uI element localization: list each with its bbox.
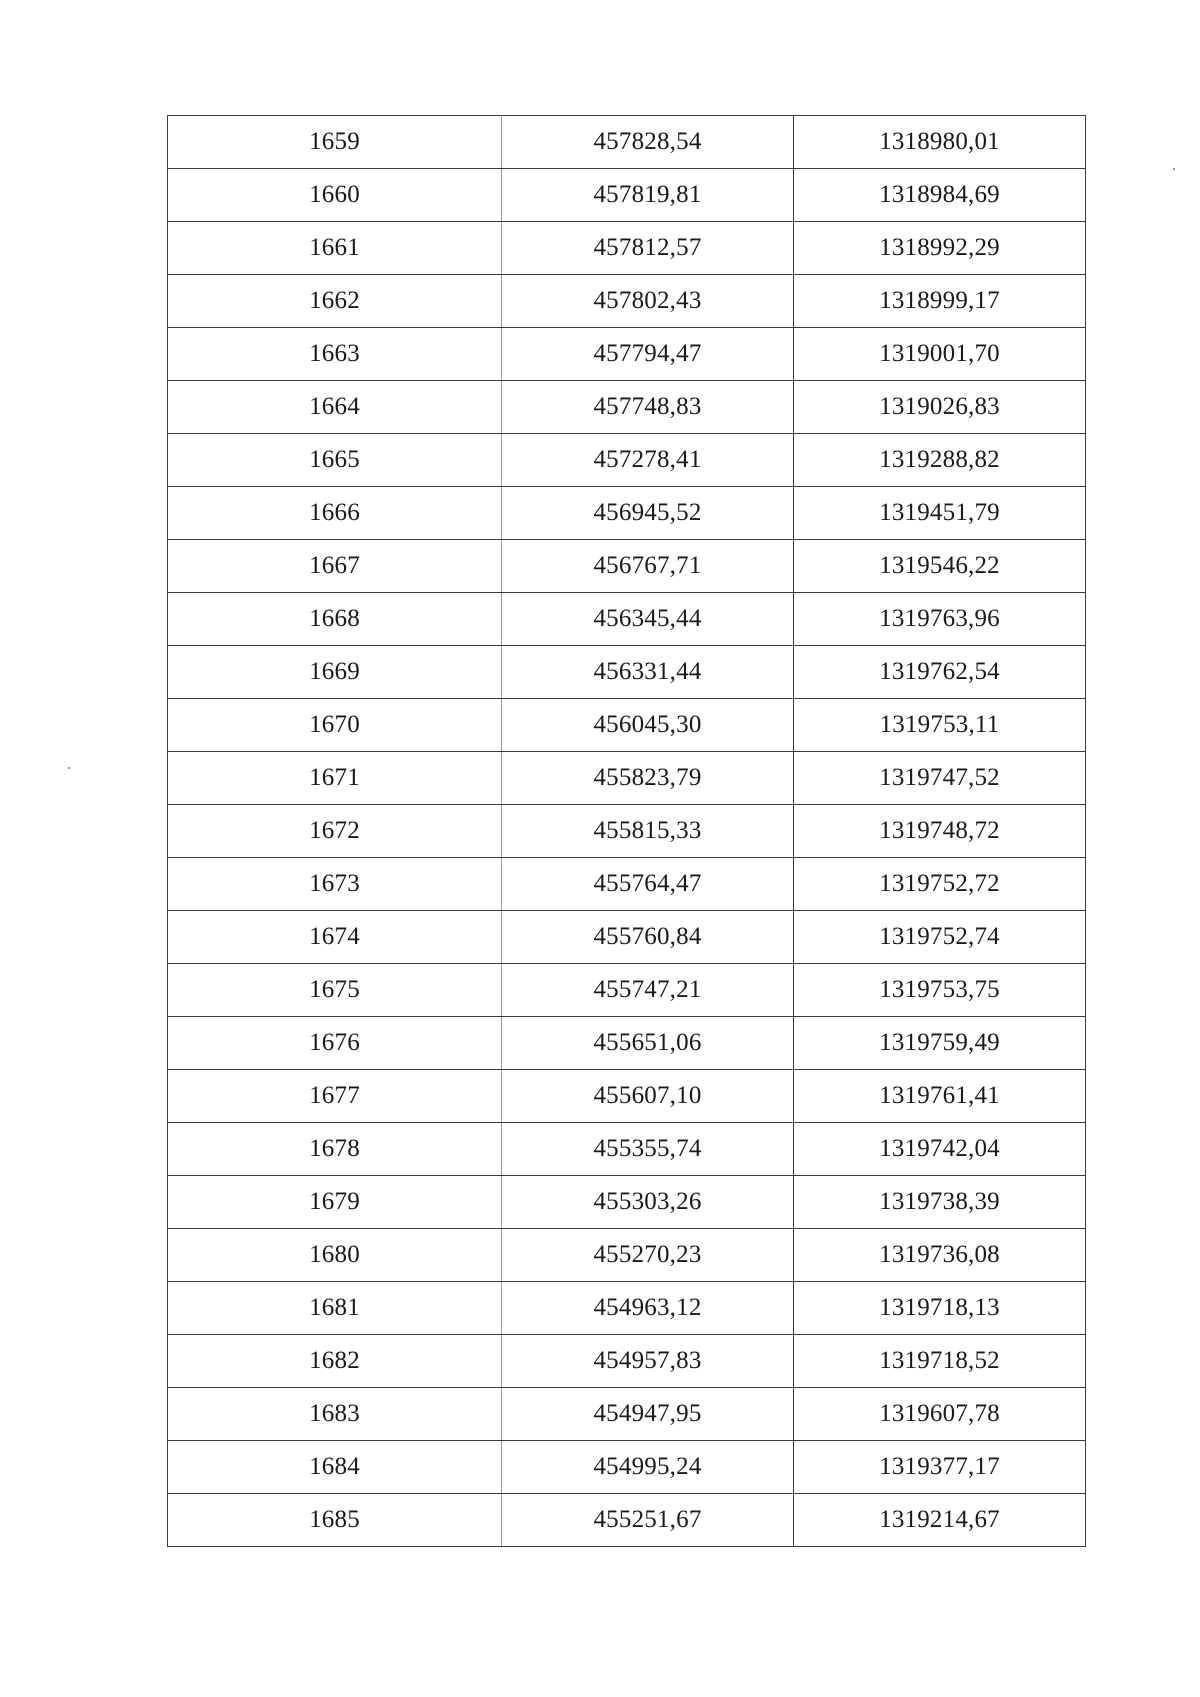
coordinate-y: 1318980,01	[794, 116, 1086, 169]
coordinate-x: 454995,24	[502, 1441, 794, 1494]
point-number: 1661	[168, 222, 502, 275]
coordinate-y: 1319738,39	[794, 1176, 1086, 1229]
point-number: 1665	[168, 434, 502, 487]
table-row	[168, 434, 1086, 487]
table-row	[168, 593, 1086, 646]
point-number: 1672	[168, 805, 502, 858]
coordinate-x: 455747,21	[502, 964, 794, 1017]
scan-speck	[68, 767, 70, 769]
coordinate-x: 455651,06	[502, 1017, 794, 1070]
table-row	[168, 540, 1086, 593]
table-row	[168, 699, 1086, 752]
table-row	[168, 1335, 1086, 1388]
coordinates-table	[167, 115, 1086, 1547]
coordinate-y: 1319718,13	[794, 1282, 1086, 1335]
point-number: 1663	[168, 328, 502, 381]
coordinate-x: 455270,23	[502, 1229, 794, 1282]
coordinate-x: 456331,44	[502, 646, 794, 699]
coordinate-y: 1319001,70	[794, 328, 1086, 381]
coordinate-y: 1319288,82	[794, 434, 1086, 487]
coordinate-x: 455607,10	[502, 1070, 794, 1123]
coordinate-x: 455303,26	[502, 1176, 794, 1229]
point-number: 1670	[168, 699, 502, 752]
coordinate-x: 456945,52	[502, 487, 794, 540]
point-number: 1682	[168, 1335, 502, 1388]
coordinate-y: 1319546,22	[794, 540, 1086, 593]
coordinate-y: 1319026,83	[794, 381, 1086, 434]
point-number: 1659	[168, 116, 502, 169]
coordinate-y: 1319718,52	[794, 1335, 1086, 1388]
coordinate-x: 456045,30	[502, 699, 794, 752]
coordinate-y: 1319736,08	[794, 1229, 1086, 1282]
coordinate-y: 1318992,29	[794, 222, 1086, 275]
coordinate-y: 1319753,11	[794, 699, 1086, 752]
point-number: 1678	[168, 1123, 502, 1176]
table-row	[168, 328, 1086, 381]
coordinate-y: 1319753,75	[794, 964, 1086, 1017]
point-number: 1666	[168, 487, 502, 540]
point-number: 1664	[168, 381, 502, 434]
coordinate-x: 455760,84	[502, 911, 794, 964]
coordinate-y: 1319742,04	[794, 1123, 1086, 1176]
coordinate-y: 1318984,69	[794, 169, 1086, 222]
coordinate-x: 457828,54	[502, 116, 794, 169]
table-row	[168, 116, 1086, 169]
point-number: 1674	[168, 911, 502, 964]
coordinate-x: 457794,47	[502, 328, 794, 381]
table-row	[168, 381, 1086, 434]
coordinate-x: 454963,12	[502, 1282, 794, 1335]
table-row	[168, 222, 1086, 275]
point-number: 1684	[168, 1441, 502, 1494]
coordinate-x: 455251,67	[502, 1494, 794, 1547]
point-number: 1675	[168, 964, 502, 1017]
point-number: 1679	[168, 1176, 502, 1229]
coordinate-y: 1319752,74	[794, 911, 1086, 964]
coordinate-x: 457748,83	[502, 381, 794, 434]
coordinate-y: 1319607,78	[794, 1388, 1086, 1441]
coordinate-y: 1319763,96	[794, 593, 1086, 646]
table-row	[168, 1229, 1086, 1282]
table-row	[168, 911, 1086, 964]
coordinate-x: 457278,41	[502, 434, 794, 487]
table-row	[168, 1282, 1086, 1335]
table-row	[168, 1441, 1086, 1494]
point-number: 1685	[168, 1494, 502, 1547]
coordinate-x: 457819,81	[502, 169, 794, 222]
point-number: 1667	[168, 540, 502, 593]
table-row	[168, 1494, 1086, 1547]
point-number: 1683	[168, 1388, 502, 1441]
coordinate-x: 456767,71	[502, 540, 794, 593]
point-number: 1662	[168, 275, 502, 328]
point-number: 1673	[168, 858, 502, 911]
coordinate-x: 455355,74	[502, 1123, 794, 1176]
point-number: 1680	[168, 1229, 502, 1282]
coordinate-y: 1319214,67	[794, 1494, 1086, 1547]
coordinate-x: 454947,95	[502, 1388, 794, 1441]
point-number: 1677	[168, 1070, 502, 1123]
coordinate-y: 1319377,17	[794, 1441, 1086, 1494]
table-row	[168, 487, 1086, 540]
table-row	[168, 1017, 1086, 1070]
point-number: 1681	[168, 1282, 502, 1335]
coordinate-y: 1319748,72	[794, 805, 1086, 858]
coordinate-y: 1318999,17	[794, 275, 1086, 328]
coordinate-y: 1319761,41	[794, 1070, 1086, 1123]
coordinates-table-body	[168, 116, 1086, 1547]
coordinate-y: 1319762,54	[794, 646, 1086, 699]
table-row	[168, 1070, 1086, 1123]
table-row	[168, 1123, 1086, 1176]
point-number: 1668	[168, 593, 502, 646]
coordinate-x: 457802,43	[502, 275, 794, 328]
point-number: 1660	[168, 169, 502, 222]
table-row	[168, 805, 1086, 858]
coordinate-y: 1319451,79	[794, 487, 1086, 540]
table-row	[168, 275, 1086, 328]
point-number: 1671	[168, 752, 502, 805]
table-row	[168, 1176, 1086, 1229]
coordinate-x: 457812,57	[502, 222, 794, 275]
table-row	[168, 1388, 1086, 1441]
coordinate-x: 454957,83	[502, 1335, 794, 1388]
table-row	[168, 858, 1086, 911]
table-row	[168, 752, 1086, 805]
coordinate-y: 1319752,72	[794, 858, 1086, 911]
point-number: 1676	[168, 1017, 502, 1070]
coordinate-x: 455815,33	[502, 805, 794, 858]
scan-speck	[1173, 168, 1175, 170]
point-number: 1669	[168, 646, 502, 699]
table-row	[168, 646, 1086, 699]
table-row	[168, 964, 1086, 1017]
coordinate-y: 1319747,52	[794, 752, 1086, 805]
coordinate-x: 456345,44	[502, 593, 794, 646]
table-row	[168, 169, 1086, 222]
coordinate-y: 1319759,49	[794, 1017, 1086, 1070]
coordinate-x: 455823,79	[502, 752, 794, 805]
coordinate-x: 455764,47	[502, 858, 794, 911]
